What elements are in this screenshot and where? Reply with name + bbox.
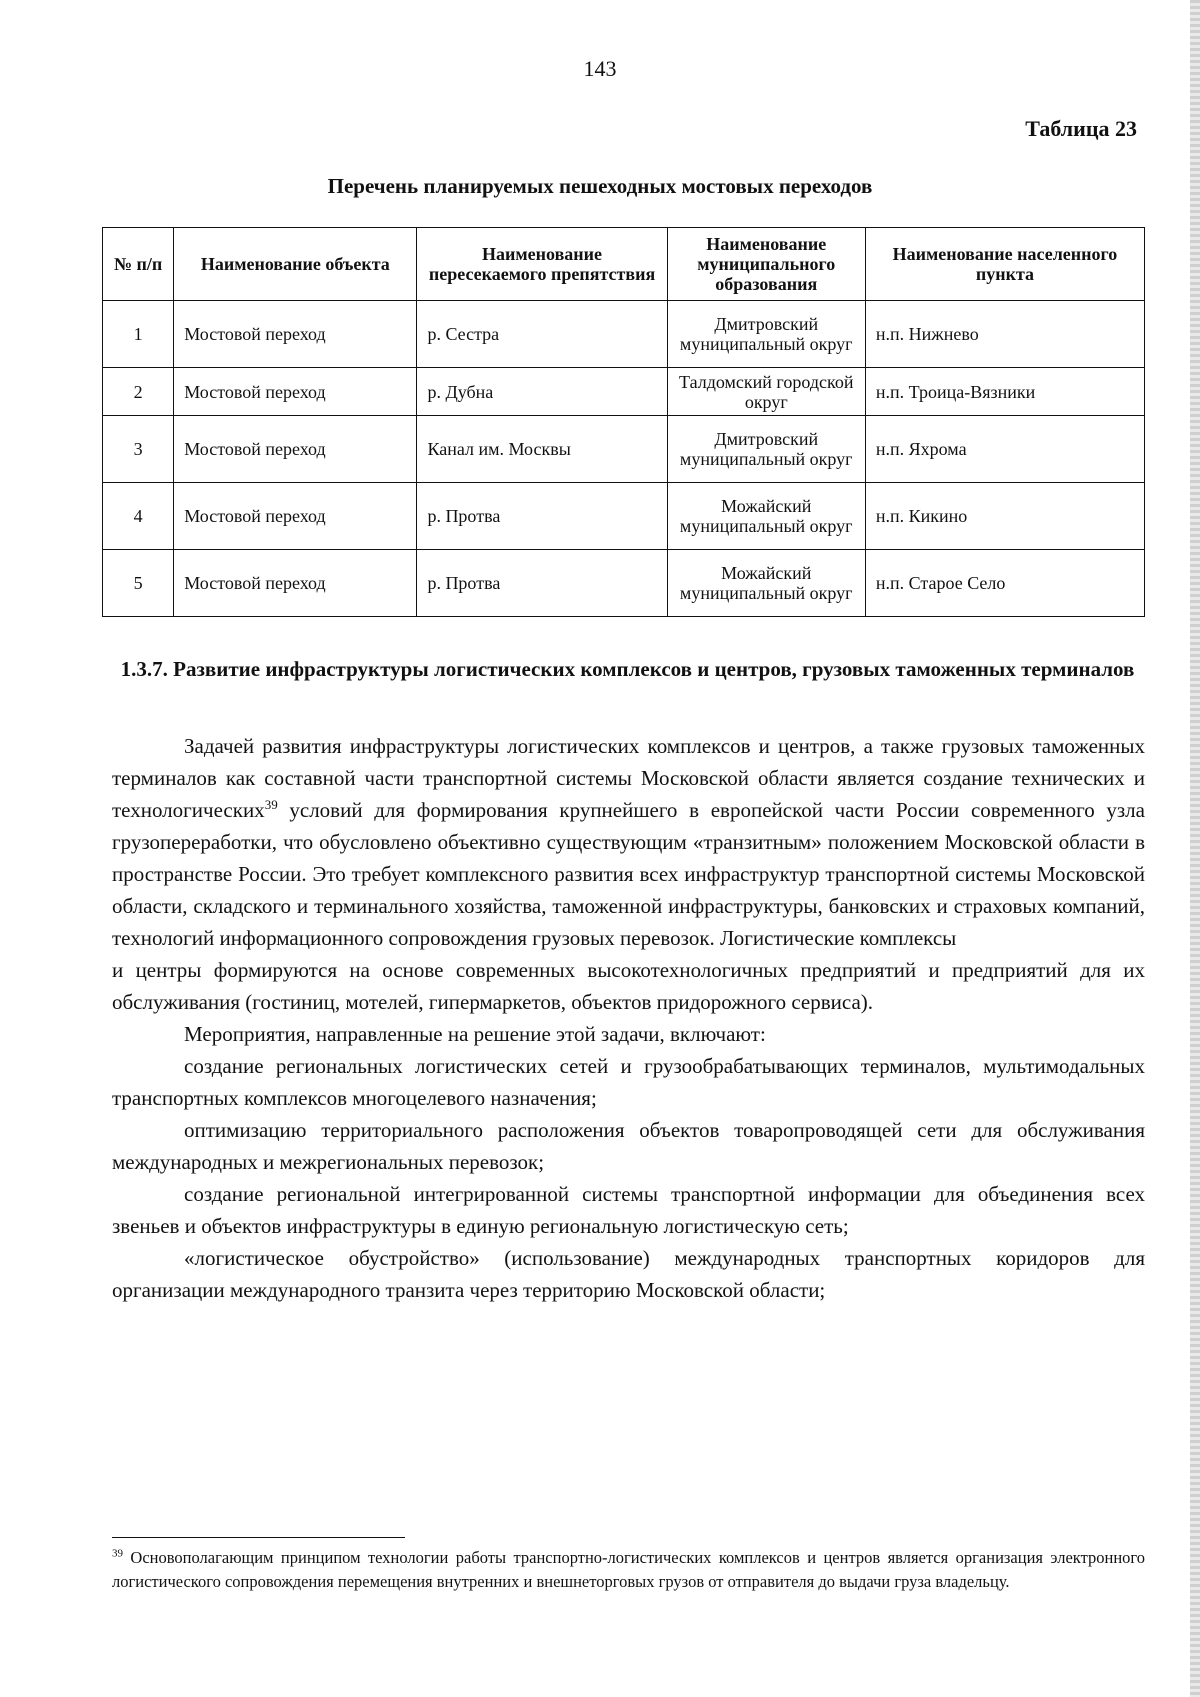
cell-settlement: н.п. Троица-Вязники <box>865 368 1144 416</box>
list-item: создание региональной интегрированной системы транспортной информации для объединения всех звеньев и объектов инфраструктуры в единую региональную логистическую сеть; <box>112 1182 1145 1238</box>
table-row <box>103 368 1145 416</box>
cell-municipality: Дмитровский муниципальный округ <box>667 301 865 368</box>
cell-obstacle: р. Дубна <box>417 368 667 416</box>
cell-obstacle: р. Протва <box>417 483 667 550</box>
cell-municipality: Дмитровский муниципальный округ <box>667 416 865 483</box>
header-number: № п/п <box>103 228 174 301</box>
footnote-divider <box>112 1537 405 1538</box>
header-obstacle: Наименование пересекаемого препятствия <box>417 228 667 301</box>
cell-obstacle: Канал им. Москвы <box>417 416 667 483</box>
cell-number: 4 <box>103 483 174 550</box>
header-settlement: Наименование населенного пункта <box>865 228 1144 301</box>
cell-settlement: н.п. Нижнево <box>865 301 1144 368</box>
bridges-table <box>102 227 1145 617</box>
list-item: оптимизацию территориального расположения объектов товаропроводящей сети для обслуживания международных и межрегиональных перевозок; <box>112 1118 1145 1174</box>
paragraph: Мероприятия, направленные на решение этой задачи, включают: <box>184 1022 766 1046</box>
footnote-mark: 39 <box>112 1547 123 1560</box>
cell-settlement: н.п. Старое Село <box>865 550 1144 617</box>
table-number: Таблица 23 <box>1025 116 1137 141</box>
cell-object: Мостовой переход <box>174 550 417 617</box>
cell-obstacle: р. Протва <box>417 550 667 617</box>
table-row <box>103 483 1145 550</box>
scan-edge <box>1190 0 1200 1697</box>
cell-municipality: Можайский муниципальный округ <box>667 483 865 550</box>
header-municipality: Наименование муниципального образования <box>667 228 865 301</box>
list-item: создание региональных логистических сетей и грузообрабатывающих терминалов, мультимодальных транспортных комплексов многоцелевого назначения; <box>112 1054 1145 1110</box>
cell-obstacle: р. Сестра <box>417 301 667 368</box>
footnote-reference: 39 <box>264 797 278 812</box>
paragraph: и центры формируются на основе современных высокотехнологичных предприятий и предприятий для их обслуживания (гостиниц, мотелей, гипермаркетов, объектов придорожного сервиса). <box>112 958 1145 1014</box>
cell-settlement: н.п. Кикино <box>865 483 1144 550</box>
cell-number: 5 <box>103 550 174 617</box>
body-text <box>112 730 1145 1306</box>
cell-number: 1 <box>103 301 174 368</box>
cell-object: Мостовой переход <box>174 368 417 416</box>
table-row <box>103 550 1145 617</box>
cell-object: Мостовой переход <box>174 416 417 483</box>
section-heading: 1.3.7. Развитие инфраструктуры логистических комплексов и центров, грузовых таможенных терминалов <box>120 657 1135 681</box>
cell-settlement: н.п. Яхрома <box>865 416 1144 483</box>
cell-object: Мостовой переход <box>174 483 417 550</box>
cell-number: 2 <box>103 368 174 416</box>
cell-municipality: Можайский муниципальный округ <box>667 550 865 617</box>
paragraph-text: Задачей развития инфраструктуры логистических комплексов и центров, а также грузовых таможенных терминалов как составной части транспортной системы Московской области является создание технических и технологических <box>112 734 1145 822</box>
page-number: 143 <box>583 56 617 81</box>
table-title: Перечень планируемых пешеходных мостовых переходов <box>327 174 873 198</box>
header-object: Наименование объекта <box>174 228 417 301</box>
cell-number: 3 <box>103 416 174 483</box>
cell-municipality: Талдомский городской округ <box>667 368 865 416</box>
cell-object: Мостовой переход <box>174 301 417 368</box>
table-header-row <box>103 228 1145 301</box>
list-item: «логистическое обустройство» (использование) международных транспортных коридоров для организации международного транзита через территорию Московской области; <box>112 1246 1145 1302</box>
footnote <box>112 1546 1145 1594</box>
table-row <box>103 416 1145 483</box>
footnote-text: Основополагающим принципом технологии работы транспортно-логистических комплексов и центров является организация электронного логистического сопровождения перемещения внутренних и внешнеторговых грузов от отправителя до выдачи груза владельцу. <box>112 1548 1145 1591</box>
paragraph-text: условий для формирования крупнейшего в европейской части России современного узла грузопереработки, что обусловлено объективно существующим «транзитным» положением Московской области в пространстве России. Это требует комплексного развития всех инфраструктур транспортной системы Московской области, складского и терминального хозяйства, таможенной инфраструктуры, банковских и страховых компаний, технологий информационного сопровождения грузовых перевозок. Логистические комплексы <box>112 798 1145 950</box>
table-row <box>103 301 1145 368</box>
paragraph <box>112 730 1145 954</box>
